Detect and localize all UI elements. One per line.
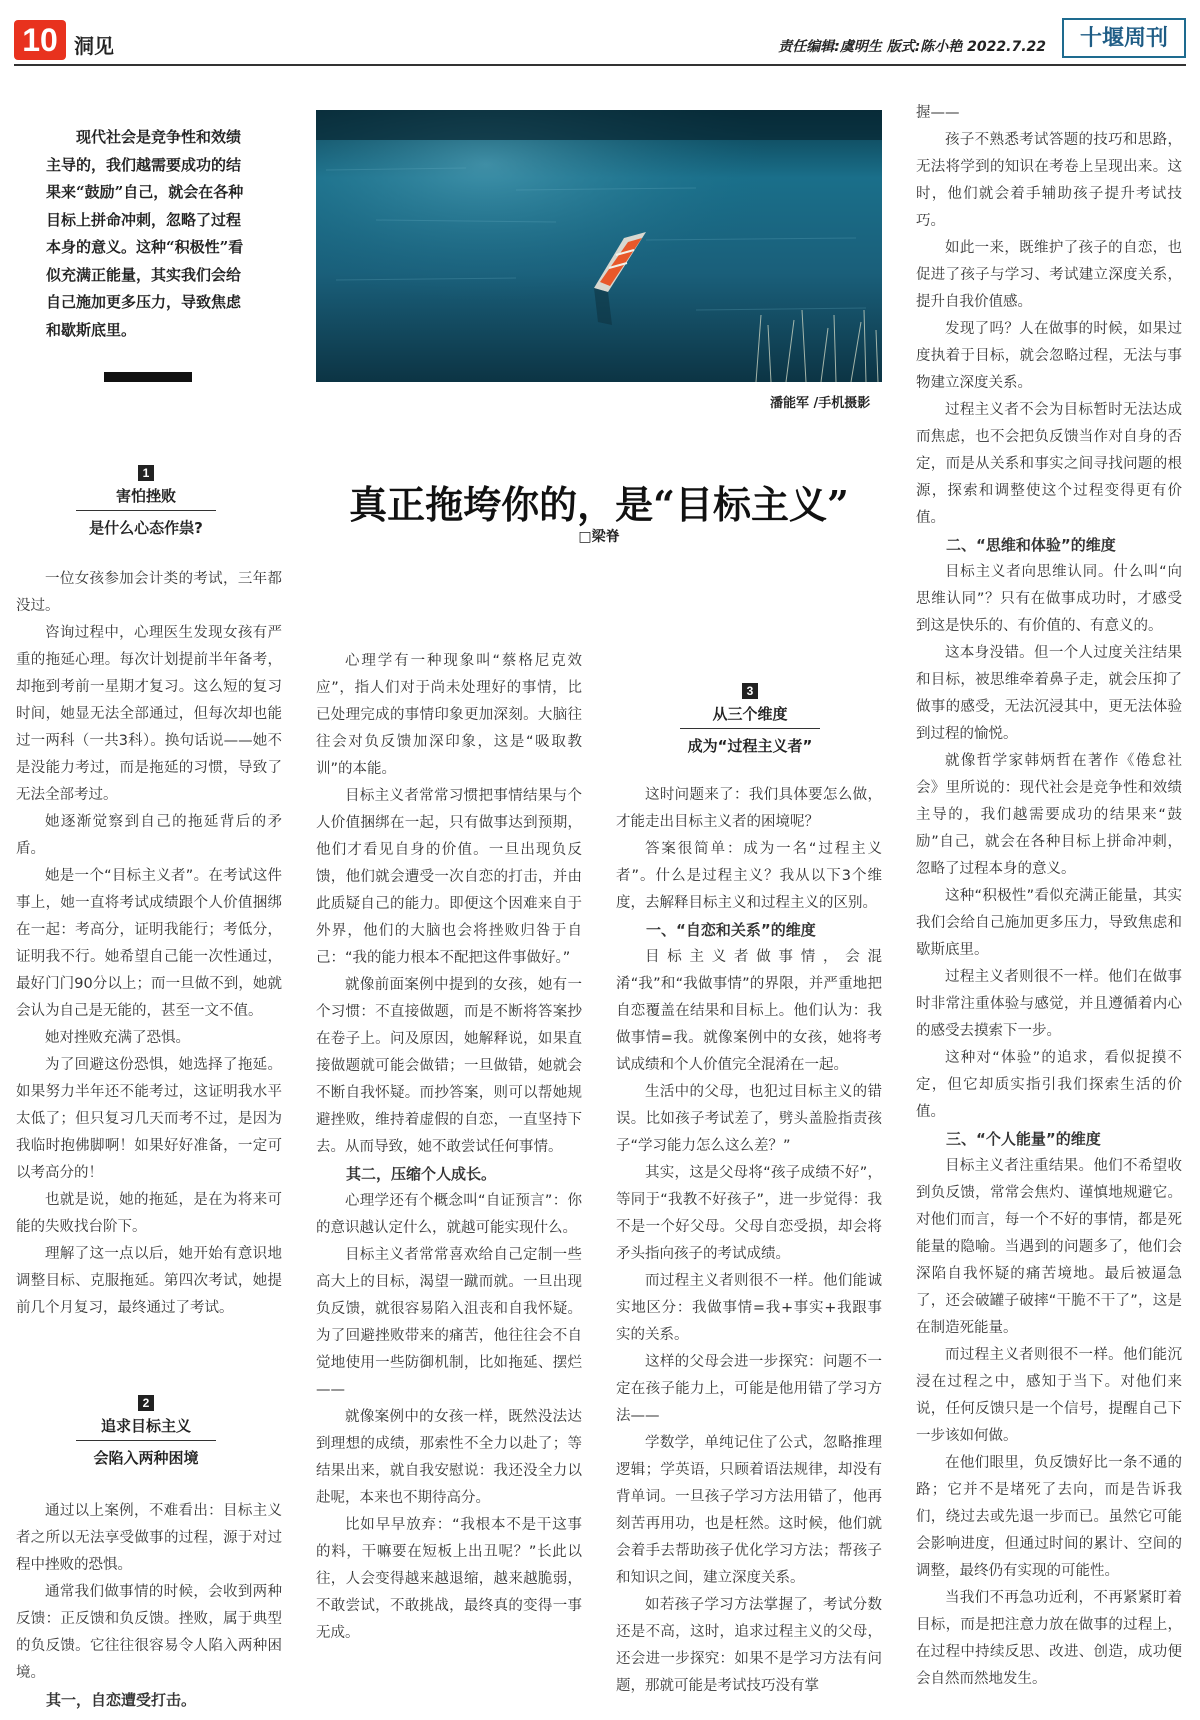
subhead-divider: [680, 728, 820, 729]
intro-quote: 现代社会是竞争性和效绩主导的，我们越需要成功的结果来“鼓励”自己，就会在各种目标上拼命冲刺，忽略了过程本身的意义。这种“积极性”看似充满正能量，其实我们会给自己施加更多压力，导致焦虑和歇斯底里。: [46, 128, 244, 339]
paragraph: 理解了这一点以后，她开始有意识地调整目标、克服拖延。第四次考试，她提前几个月复习，最终通过了考试。: [16, 1246, 282, 1316]
paragraph: 这本身没错。但一个人过度关注结果和目标，被思维牵着鼻子走，就会压抑了做事的感受，无法沉浸其中，更无法体验到过程的愉悦。: [916, 645, 1182, 742]
subhead-3: [680, 680, 820, 756]
publication-logo: 十堰周刊: [1062, 18, 1186, 58]
paragraph: 通常我们做事情的时候，会收到两种反馈：正反馈和负反馈。挫败，属于典型的负反馈。它往往很容易令人陷入两种困境。: [16, 1584, 282, 1681]
page-header: [14, 18, 1186, 66]
paragraph: 她是一个“目标主义者”。在考试这件事上，她一直将考试成绩跟个人价值捆绑在一起：考高分，证明我能行；考低分，证明我不行。她希望自己能一次性通过，最好门门90分以上；而一旦做不到，她就会认为自己是无能的，甚至一文不值。: [16, 868, 282, 1019]
paragraph: 通过以上案例，不难看出：目标主义者之所以无法享受做事的过程，源于对过程中挫败的恐惧。: [16, 1503, 282, 1573]
paragraph: 而过程主义者则很不一样。他们能沉浸在过程之中，感知于当下。对他们来说，任何反馈只是一个信号，提醒自己下一步该如何做。: [916, 1347, 1182, 1444]
paragraph: 就像案例中的女孩一样，既然没法达到理想的成绩，那索性不全力以赴了；等结果出来，就自我安慰说：我还没全力以赴呢，本来也不期待高分。: [316, 1409, 582, 1506]
paragraph: 过程主义者不会为目标暂时无法达成而焦虑，也不会把负反馈当作对自身的否定，而是从关系和事实之间寻找问题的根源，探索和调整使这个过程变得更有价值。: [916, 402, 1182, 526]
paragraph: 孩子不熟悉考试答题的技巧和思路，无法将学到的知识在考卷上呈现出来。这时，他们就会着手辅助孩子提升考试技巧。: [916, 132, 1182, 229]
editor-credits: 责任编辑:虞明生 版式:陈小艳 2022.7.22: [778, 39, 1046, 55]
page-number: 10: [14, 20, 66, 60]
lake-boat-illustration: [316, 110, 882, 382]
paragraph: 在他们眼里，负反馈好比一条不通的路；它并不是堵死了去向，而是告诉我们，绕过去或先退一步而已。虽然它可能会影响进度，但通过时间的累计、空间的调整，最终仍有实现的可能性。: [916, 1455, 1182, 1579]
paragraph: 这种对“体验”的追求，看似捉摸不定，但它却质实指引我们探索生活的价值。: [916, 1050, 1182, 1120]
section-heading: 一、“自恋和关系”的维度: [646, 921, 816, 939]
article-headline: 真正拖垮你的，是“目标主义”: [349, 482, 849, 527]
paragraph: 这种“积极性”看似充满正能量，其实我们会给自己施加更多压力，导致焦虑和歇斯底里。: [916, 888, 1182, 958]
paragraph: 目标主义者向思维认同。什么叫“向思维认同”？只有在做事成功时，才感受到这是快乐的、有价值的、有意义的。: [916, 564, 1182, 634]
paragraph: 如若孩子学习方法掌握了，考试分数还是不高，这时，追求过程主义的父母，还会进一步探究：如果不是学习方法有问题，那就可能是考试技巧没有掌: [616, 1597, 882, 1694]
paragraph: 发现了吗？人在做事的时候，如果过度执着于目标，就会忽略过程，无法与事物建立深度关系。: [916, 321, 1182, 391]
column-2: [316, 648, 582, 1647]
paragraph: 一位女孩参加会计类的考试，三年都没过。: [16, 571, 282, 614]
paragraph: 当我们不再急功近利，不再紧紧盯着目标，而是把注意力放在做事的过程上，在过程中持续反思、改进、创造，成功便会自然而然地发生。: [916, 1590, 1182, 1687]
paragraph: 也就是说，她的拖延，是在为将来可能的失败找台阶下。: [16, 1192, 282, 1235]
paragraph: 过程主义者则很不一样。他们在做事时非常注重体验与感觉，并且遵循着内心的感受去摸索下一步。: [916, 969, 1182, 1039]
paragraph: 这样的父母会进一步探究：问题不一定在孩子能力上，可能是他用错了学习方法——: [616, 1354, 882, 1424]
paragraph: 如此一来，既维护了孩子的自恋，也促进了孩子与学习、考试建立深度关系，提升自我价值感。: [916, 240, 1182, 310]
paragraph: 握——: [916, 105, 960, 121]
subhead-line1: 从三个维度: [712, 705, 788, 723]
header-rule: [14, 64, 1186, 66]
paragraph: 而过程主义者则很不一样。他们能诚实地区分：我做事情=我+事实+我跟事实的关系。: [616, 1273, 882, 1343]
paragraph: 就像前面案例中提到的女孩，她有一个习惯：不直接做题，而是不断将答案抄在卷子上。问及原因，她解释说，如果直接做题就可能会做错；一旦做错，她就会不断自我怀疑。而抄答案，则可以帮她规避挫败，维持着虚假的自恋，一直坚持下去。从而导致，她不敢尝试任何事情。: [316, 977, 582, 1155]
subhead-divider: [76, 1440, 216, 1441]
subhead-line1: 害怕挫败: [115, 487, 176, 505]
column-3: [616, 782, 882, 1700]
column-1-bottom: [16, 1498, 282, 1714]
paragraph: 目标主义者注重结果。他们不希望收到负反馈，常常会焦灼、谨慎地规避它。对他们而言，每一个不好的事情，都是死能量的隐喻。当遇到的问题多了，他们会深陷自我怀疑的痛苦境地。最后被逼急了，还会破罐子破摔“干脆不干了”，这是在制造死能量。: [916, 1158, 1182, 1336]
subhead-divider: [76, 510, 216, 511]
paragraph: 就像哲学家韩炳哲在著作《倦怠社会》里所说的：现代社会是竞争性和效绩主导的，我们越需要成功的结果来“鼓励”自己，就会在各种目标上拼命冲刺，忽略了过程本身的意义。: [916, 753, 1182, 877]
intro-bar: [104, 372, 192, 382]
paragraph: 为了回避这份恐惧，她选择了拖延。如果努力半年还不能考过，这证明我水平太低了；但只复习几天而考不过，是因为我临时抱佛脚啊！如果好好准备，一定可以考高分的！: [16, 1057, 282, 1181]
photo-credit: 潘能军 /手机摄影: [770, 396, 871, 411]
subhead-number: 1: [138, 465, 154, 481]
subhead-number: 3: [742, 683, 758, 699]
section-heading: 三、“个人能量”的维度: [946, 1130, 1101, 1148]
paragraph: 她逐渐觉察到自己的拖延背后的矛盾。: [16, 814, 282, 857]
paragraph: 目标主义者做事情，会混淆“我”和“我做事情”的界限，并严重地把自恋覆盖在结果和目标上。他们认为：我做事情=我。就像案例中的女孩，她将考试成绩和个人价值完全混淆在一起。: [616, 949, 882, 1073]
column-1-top: [16, 566, 282, 1322]
paragraph: 咨询过程中，心理医生发现女孩有严重的拖延心理。每次计划提前半年备考，却拖到考前一星期才复习。这么短的复习时间，她显无法全部通过，但每次却也能过一两科（一共3科）。换句话说——她不是没能力考过，而是拖延的习惯，导致了无法全部考过。: [16, 625, 282, 803]
section-title: 洞见: [74, 34, 114, 58]
paragraph: 答案很简单：成为一名“过程主义者”。什么是过程主义？我从以下3个维度，去解释目标主义和过程主义的区别。: [616, 841, 882, 911]
section-heading: 二、“思维和体验”的维度: [946, 536, 1116, 554]
subhead-1: [76, 462, 216, 538]
paragraph: 生活中的父母，也犯过目标主义的错误。比如孩子考试差了，劈头盖脸指责孩子“学习能力怎么这么差？”: [616, 1084, 882, 1154]
subhead-line1: 追求目标主义: [100, 1417, 191, 1435]
subhead-line2: 是什么心态作祟?: [89, 519, 203, 537]
lake-boat-photo: [316, 110, 882, 382]
subhead-line2: 会陷入两种困境: [93, 1449, 199, 1467]
section-heading: 其一，自恋遭受打击。: [46, 1691, 197, 1709]
paragraph: 她对挫败充满了恐惧。: [45, 1030, 190, 1046]
column-4: [916, 100, 1182, 1693]
paragraph: 目标主义者常常喜欢给自己定制一些高大上的目标，渴望一蹴而就。一旦出现负反馈，就很容易陷入沮丧和自我怀疑。为了回避挫败带来的痛苦，他往往会不自觉地使用一些防御机制，比如拖延、摆烂——: [316, 1247, 582, 1398]
paragraph: 心理学有一种现象叫“蔡格尼克效应”，指人们对于尚未处理好的事情，比已处理完成的事情印象更加深刻。大脑往往会对负反馈加深印象，这是“吸取教训”的本能。: [316, 653, 582, 777]
paragraph: 其实，这是父母将“孩子成绩不好”，等同于“我教不好孩子”，进一步觉得：我不是一个好父母。父母自恋受损，却会将矛头指向孩子的考试成绩。: [616, 1165, 882, 1262]
paragraph: 目标主义者常常习惯把事情结果与个人价值捆绑在一起，只有做事达到预期，他们才看见自身的价值。一旦出现负反馈，他们就会遭受一次自恋的打击，并由此质疑自己的能力。即便这个因难来自于外界，他们的大脑也会将挫败归咎于自己：“我的能力根本不配把这件事做好。”: [316, 788, 582, 966]
subhead-2: [76, 1392, 216, 1468]
paragraph: 比如早早放弃：“我根本不是干这事的料，干嘛要在短板上出丑呢？”长此以往，人会变得越来越退缩，越来越脆弱，不敢尝试，不敢挑战，最终真的变得一事无成。: [316, 1517, 582, 1641]
subhead-line2: 成为“过程主义者”: [687, 737, 813, 755]
section-heading: 其二，压缩个人成长。: [346, 1165, 497, 1183]
paragraph: 这时问题来了：我们具体要怎么做，才能走出目标主义者的困境呢？: [616, 787, 882, 830]
subhead-number: 2: [138, 1395, 154, 1411]
paragraph: 学数学，单纯记住了公式，忽略推理逻辑；学英语，只顾着语法规律，却没有背单词。一旦孩子学习方法用错了，他再刻苦再用功，也是枉然。这时候，他们就会着手去帮助孩子优化学习方法；帮孩子和知识之间，建立深度关系。: [616, 1435, 882, 1586]
article-byline: □梁脊: [578, 529, 620, 545]
paragraph: 心理学还有个概念叫“自证预言”：你的意识越认定什么，就越可能实现什么。: [316, 1193, 582, 1236]
